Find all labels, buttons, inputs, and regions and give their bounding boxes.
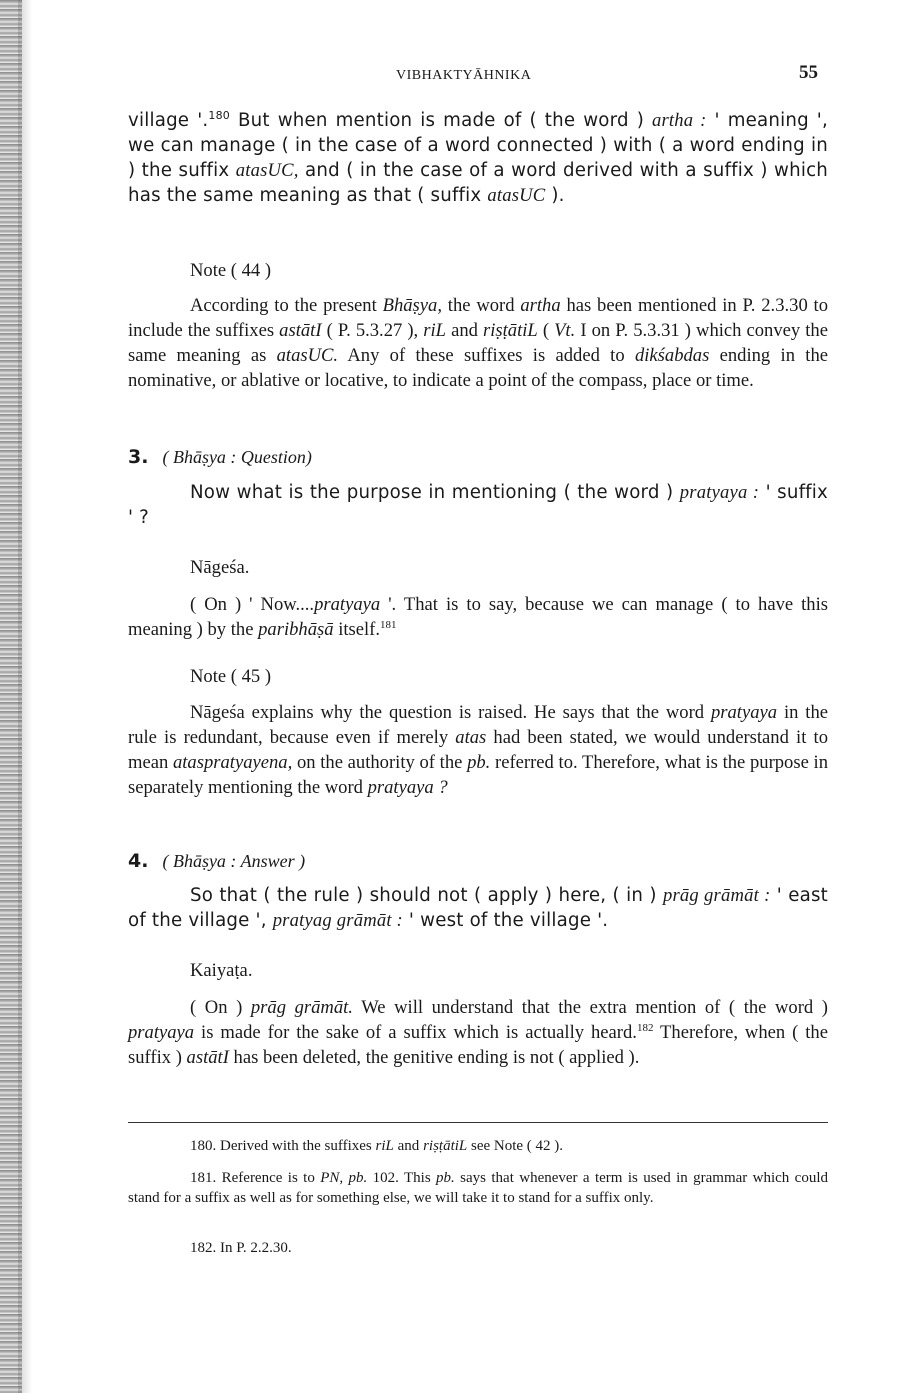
running-head: VIBHAKTYĀHNIKA: [396, 68, 532, 83]
text: has been mentioned in P. 2.3.30 to include the suffixes: [128, 295, 829, 341]
text: Any of these suffixes is added to: [338, 345, 635, 366]
italic-term: paribhāṣā: [258, 619, 334, 640]
italic-term: atas: [455, 727, 487, 748]
text: ' west of the village '.: [402, 910, 609, 931]
text: 102. This: [367, 1170, 437, 1186]
text: 182. In P. 2.2.30.: [190, 1240, 292, 1256]
italic-term: pb.: [467, 752, 491, 773]
section-4-body: [128, 883, 828, 933]
page-header: [128, 62, 828, 88]
text: in the rule is redundant, because even if merely: [128, 702, 828, 748]
section-number: 4.: [128, 850, 149, 872]
text: 181. Reference is to: [190, 1170, 321, 1186]
text: has been deleted, the genitive ending is not ( applied ).: [228, 1047, 640, 1068]
italic-term: pratyaya :: [679, 482, 760, 503]
italic-term: pratyaya: [710, 702, 778, 723]
text: I on P. 5.3.31 ) which convey the same meaning as: [128, 320, 828, 366]
italic-term: riṣṭātiL: [482, 320, 538, 341]
italic-term: artha :: [651, 110, 707, 131]
italic-term: pratyaya: [314, 594, 381, 615]
text: says that whenever a term is used in grammar which could stand for a suffix as well as for something else, we will take it to stand for a suffix only.: [128, 1170, 828, 1206]
text: '. That is to say, because we can manage ( to have this meaning ) by the: [128, 594, 829, 640]
section-number: 3.: [128, 446, 149, 468]
text: (: [537, 320, 555, 341]
text: ( On ): [190, 997, 251, 1018]
section-title: ( Bhāṣya : Answer ): [162, 851, 306, 871]
scan-shadow-gradient: [18, 0, 32, 1393]
text: ( P. 5.3.27 ),: [321, 320, 424, 341]
italic-term: artha: [520, 295, 561, 316]
paragraph-continued: [128, 108, 828, 208]
text: ( On ) ' Now....: [190, 594, 315, 615]
text: on the authority of the: [292, 752, 468, 773]
footnote-ref-182: 182: [636, 1022, 654, 1034]
text: and ( in the case of a word derived with a suffix ) which has the same meaning as that ( suffix: [128, 160, 829, 206]
italic-term: pratyaya ?: [367, 777, 448, 798]
commentator-label: Nāgeśa.: [190, 557, 250, 578]
text: ).: [545, 185, 565, 206]
text: village '.: [128, 110, 209, 131]
italic-term: dikśabdas: [634, 345, 710, 366]
commentator-label: Kaiyaṭa.: [190, 960, 253, 981]
italic-term: prāg grāmāt :: [662, 885, 771, 906]
italic-term: riL: [375, 1138, 394, 1154]
italic-term: ataspratyayena,: [172, 752, 293, 773]
note-44-body: [128, 293, 828, 393]
italic-term: atasUC,: [235, 160, 299, 181]
text: 180. Derived with the suffixes: [190, 1138, 376, 1154]
text: the word: [441, 295, 521, 316]
page-number: 55: [799, 62, 818, 83]
italic-term: atasUC: [487, 185, 546, 206]
text: is made for the sake of a suffix which is actually heard.: [194, 1022, 637, 1043]
text: and: [446, 320, 483, 341]
footnote-182: [128, 1238, 828, 1258]
italic-term: prāg grāmāt.: [250, 997, 353, 1018]
note-label: Note ( 45 ): [190, 666, 272, 687]
footnote-ref-181: 181: [380, 619, 397, 631]
section-3-body: [128, 480, 828, 530]
text: ending in the nominative, or ablative or locative, to indicate a point of the compass, place or time.: [128, 345, 829, 391]
italic-term: riL: [423, 320, 447, 341]
text: itself.: [333, 619, 381, 640]
nagesa-body: [128, 592, 828, 642]
kaiyata-body: [128, 995, 828, 1070]
text: had been stated, we would understand it to mean: [128, 727, 828, 773]
text: ' east of the village ',: [128, 885, 829, 931]
italic-term: Vt.: [554, 320, 576, 341]
text: and: [393, 1138, 424, 1154]
italic-term: pb.: [436, 1170, 455, 1186]
section-title: ( Bhāṣya : Question): [162, 447, 312, 467]
text: So that ( the rule ) should not ( apply ) here, ( in ): [190, 885, 663, 906]
italic-term: astātI: [186, 1047, 229, 1068]
text: We will understand that the extra mention of ( the word ): [352, 997, 828, 1018]
italic-term: pratyag grāmāt :: [272, 910, 403, 931]
italic-term: riṣṭātiL: [423, 1138, 468, 1154]
italic-term: astātI: [279, 320, 322, 341]
footnote-ref-180: 180: [208, 109, 230, 122]
note-label: Note ( 44 ): [190, 260, 272, 281]
text: see Note ( 42 ).: [467, 1138, 564, 1154]
italic-term: Bhāṣya,: [382, 295, 442, 316]
text: Nāgeśa explains why the question is raised. He says that the word: [190, 702, 711, 723]
note-45-body: [128, 700, 828, 800]
italic-term: pratyaya: [128, 1022, 195, 1043]
footnote-180: [128, 1136, 828, 1156]
text: According to the present: [190, 295, 383, 316]
footnote-divider: [128, 1122, 828, 1123]
text: Therefore, when ( the suffix ): [128, 1022, 828, 1068]
footnote-181: [128, 1168, 828, 1208]
text: referred to. Therefore, what is the purpose in separately mentioning the word: [128, 752, 828, 798]
text: Now what is the purpose in mentioning ( the word ): [190, 482, 680, 503]
text: ' suffix ' ?: [128, 482, 828, 528]
italic-term: PN, pb.: [320, 1170, 368, 1186]
italic-term: atasUC.: [276, 345, 339, 366]
text: But when mention is made of ( the word ): [229, 110, 652, 131]
text: ' meaning ', we can manage ( in the case of a word connected ) with ( a word ending in ) the suffix: [128, 110, 828, 181]
section-3-heading: [128, 445, 312, 470]
section-4-heading: [128, 849, 305, 874]
